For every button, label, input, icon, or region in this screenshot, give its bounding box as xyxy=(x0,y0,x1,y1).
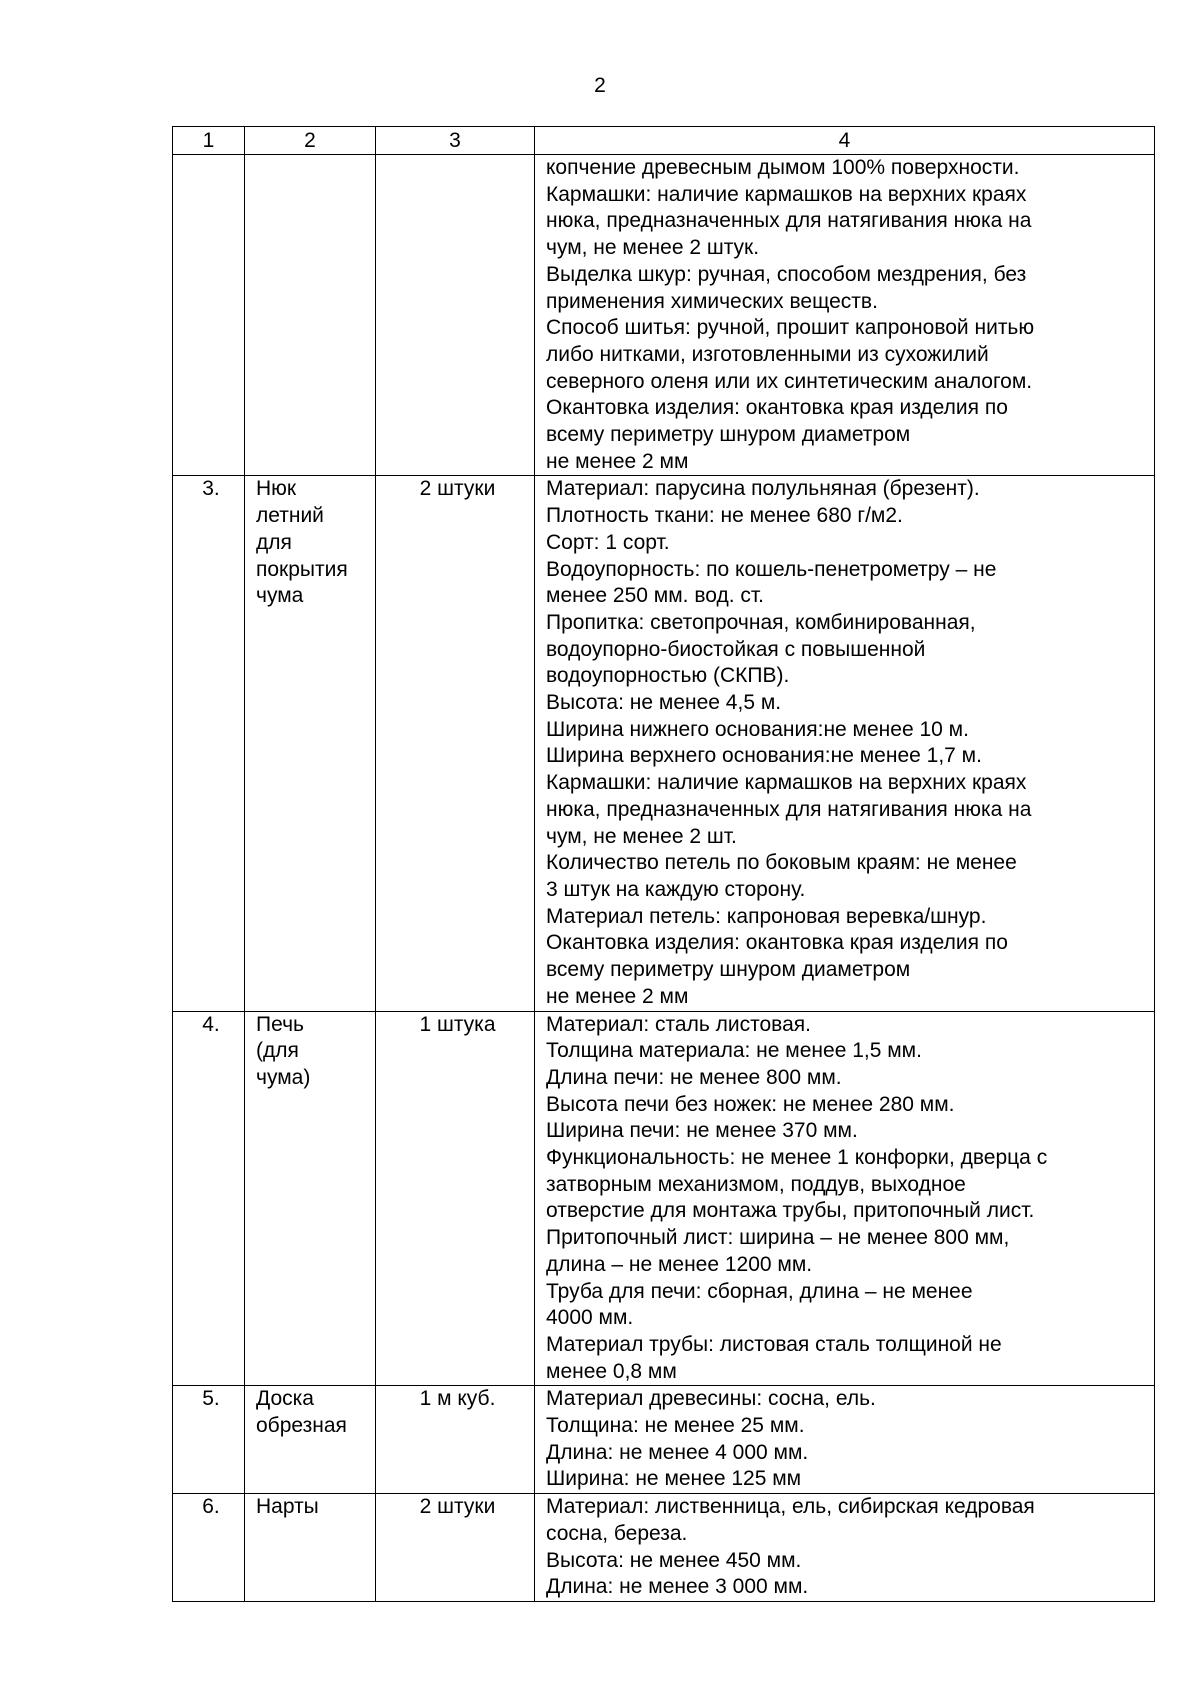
description-line: Ширина нижнего основания:не менее 10 м. xyxy=(546,717,969,741)
item-name-line: для xyxy=(256,530,292,554)
description-line: Высота: не менее 450 мм. xyxy=(546,1548,802,1572)
table-row xyxy=(173,1011,1155,1386)
description-line: либо нитками, изготовленными из сухожилий xyxy=(546,342,989,366)
item-name-line: летний xyxy=(256,504,324,528)
quantity-cell: 1 м куб. xyxy=(376,1386,535,1494)
description-line: Окантовка изделия: окантовка края изделия по xyxy=(546,396,1008,420)
description-line: Высота: не менее 4,5 м. xyxy=(546,691,782,715)
item-name-cell xyxy=(245,1386,376,1494)
description-cell xyxy=(535,155,1155,476)
description-line: Плотность ткани: не менее 680 г/м2. xyxy=(546,504,903,528)
description-line: Труба для печи: сборная, длина – не менее xyxy=(546,1279,973,1303)
description-line: Кармашки: наличие кармашков на верхних краях xyxy=(546,182,1027,206)
description-line: затворным механизмом, поддув, выходное xyxy=(546,1172,966,1196)
table-body xyxy=(173,155,1155,1602)
description-line: не менее 2 мм xyxy=(546,984,689,1008)
description-line: Ширина печи: не менее 370 мм. xyxy=(546,1119,858,1143)
column-header-1: 1 xyxy=(173,127,245,155)
description-line: Высота печи без ножек: не менее 280 мм. xyxy=(546,1092,955,1116)
description-line: Водоупорность: по кошель-пенетрометру – не xyxy=(546,557,997,581)
description-line: Длина: не менее 4 000 мм. xyxy=(546,1440,809,1464)
description-line: Длина: не менее 3 000 мм. xyxy=(546,1575,809,1599)
description-line: Сорт: 1 сорт. xyxy=(546,530,670,554)
description-cell xyxy=(535,1494,1155,1602)
description-line: Материал трубы: листовая сталь толщиной не xyxy=(546,1332,1002,1356)
item-number-cell xyxy=(173,155,245,476)
description-line: Функциональность: не менее 1 конфорки, дверца с xyxy=(546,1146,1048,1170)
description-line: Длина печи: не менее 800 мм. xyxy=(546,1065,842,1089)
description-line: длина – не менее 1200 мм. xyxy=(546,1252,813,1276)
quantity-cell: 1 штука xyxy=(376,1011,535,1386)
description-line: северного оленя или их синтетическим аналогом. xyxy=(546,369,1033,393)
description-cell xyxy=(535,1386,1155,1494)
item-name-cell xyxy=(245,1011,376,1386)
item-name-line: покрытия xyxy=(256,557,348,581)
item-name-cell xyxy=(245,476,376,1011)
description-line: Способ шитья: ручной, прошит капроновой нитью xyxy=(546,316,1035,340)
description-line: Выделка шкур: ручная, способом мездрения, без xyxy=(546,262,1027,286)
description-line: сосна, береза. xyxy=(546,1521,688,1545)
item-name-line: чума xyxy=(256,584,304,608)
table-header-row xyxy=(173,127,1155,155)
description-line: применения химических веществ. xyxy=(546,289,878,313)
description-cell xyxy=(535,476,1155,1011)
description-cell xyxy=(535,1011,1155,1386)
item-name-line: Нюк xyxy=(256,477,297,501)
table-row xyxy=(173,1386,1155,1494)
description-line: Толщина материала: не менее 1,5 мм. xyxy=(546,1039,922,1063)
table-row xyxy=(173,1494,1155,1602)
description-line: Толщина: не менее 25 мм. xyxy=(546,1414,805,1438)
quantity-cell xyxy=(376,155,535,476)
item-name-line: (для xyxy=(256,1039,299,1063)
column-header-4: 4 xyxy=(535,127,1155,155)
item-number-cell: 5. xyxy=(173,1386,245,1494)
description-line: Окантовка изделия: окантовка края изделия по xyxy=(546,931,1008,955)
description-line: отверстие для монтажа трубы, притопочный лист. xyxy=(546,1199,1035,1223)
description-line: чум, не менее 2 шт. xyxy=(546,824,737,848)
quantity-cell: 2 штуки xyxy=(376,476,535,1011)
page-number: 2 xyxy=(594,74,606,97)
quantity-cell: 2 штуки xyxy=(376,1494,535,1602)
table-row xyxy=(173,476,1155,1011)
description-line: Материал: сталь листовая. xyxy=(546,1012,811,1036)
description-line: Ширина верхнего основания:не менее 1,7 м. xyxy=(546,744,982,768)
item-number-cell: 4. xyxy=(173,1011,245,1386)
description-line: менее 250 мм. вод. ст. xyxy=(546,584,765,608)
description-line: 4000 мм. xyxy=(546,1306,634,1330)
item-name-line: Доска xyxy=(256,1387,314,1411)
column-header-2: 2 xyxy=(245,127,376,155)
description-line: Материал: лиственница, ель, сибирская кедровая xyxy=(546,1495,1035,1519)
description-line: всему периметру шнуром диаметром xyxy=(546,958,911,982)
description-line: водоупорно-биостойкая с повышенной xyxy=(546,637,926,661)
specification-table xyxy=(172,126,1155,1602)
description-line: Притопочный лист: ширина – не менее 800 мм, xyxy=(546,1226,1010,1250)
item-name-line: обрезная xyxy=(256,1414,347,1438)
column-header-3: 3 xyxy=(376,127,535,155)
description-line: Материал: парусина полульняная (брезент). xyxy=(546,477,980,501)
description-line: чум, не менее 2 штук. xyxy=(546,236,760,260)
description-line: не менее 2 мм xyxy=(546,449,689,473)
description-line: менее 0,8 мм xyxy=(546,1359,677,1383)
item-name-line: Печь xyxy=(256,1012,304,1036)
item-name-line: Нарты xyxy=(256,1495,319,1519)
description-line: Пропитка: светопрочная, комбинированная, xyxy=(546,610,976,634)
item-name-cell xyxy=(245,1494,376,1602)
item-name-line: чума) xyxy=(256,1065,311,1089)
item-number-cell: 6. xyxy=(173,1494,245,1602)
item-number-cell: 3. xyxy=(173,476,245,1011)
table-row xyxy=(173,155,1155,476)
description-line: Материал древесины: сосна, ель. xyxy=(546,1387,876,1411)
description-line: водоупорностью (СКПВ). xyxy=(546,664,790,688)
description-line: Материал петель: капроновая веревка/шнур. xyxy=(546,904,987,928)
description-line: копчение древесным дымом 100% поверхности. xyxy=(546,156,1020,179)
description-line: всему периметру шнуром диаметром xyxy=(546,423,911,447)
item-name-cell xyxy=(245,155,376,476)
description-line: нюка, предназначенных для натягивания нюка на xyxy=(546,209,1032,233)
description-line: Ширина: не менее 125 мм xyxy=(546,1467,802,1491)
description-line: нюка, предназначенных для натягивания нюка на xyxy=(546,797,1032,821)
description-line: Количество петель по боковым краям: не менее xyxy=(546,851,1017,875)
description-line: 3 штук на каждую сторону. xyxy=(546,877,806,901)
description-line: Кармашки: наличие кармашков на верхних краях xyxy=(546,771,1027,795)
